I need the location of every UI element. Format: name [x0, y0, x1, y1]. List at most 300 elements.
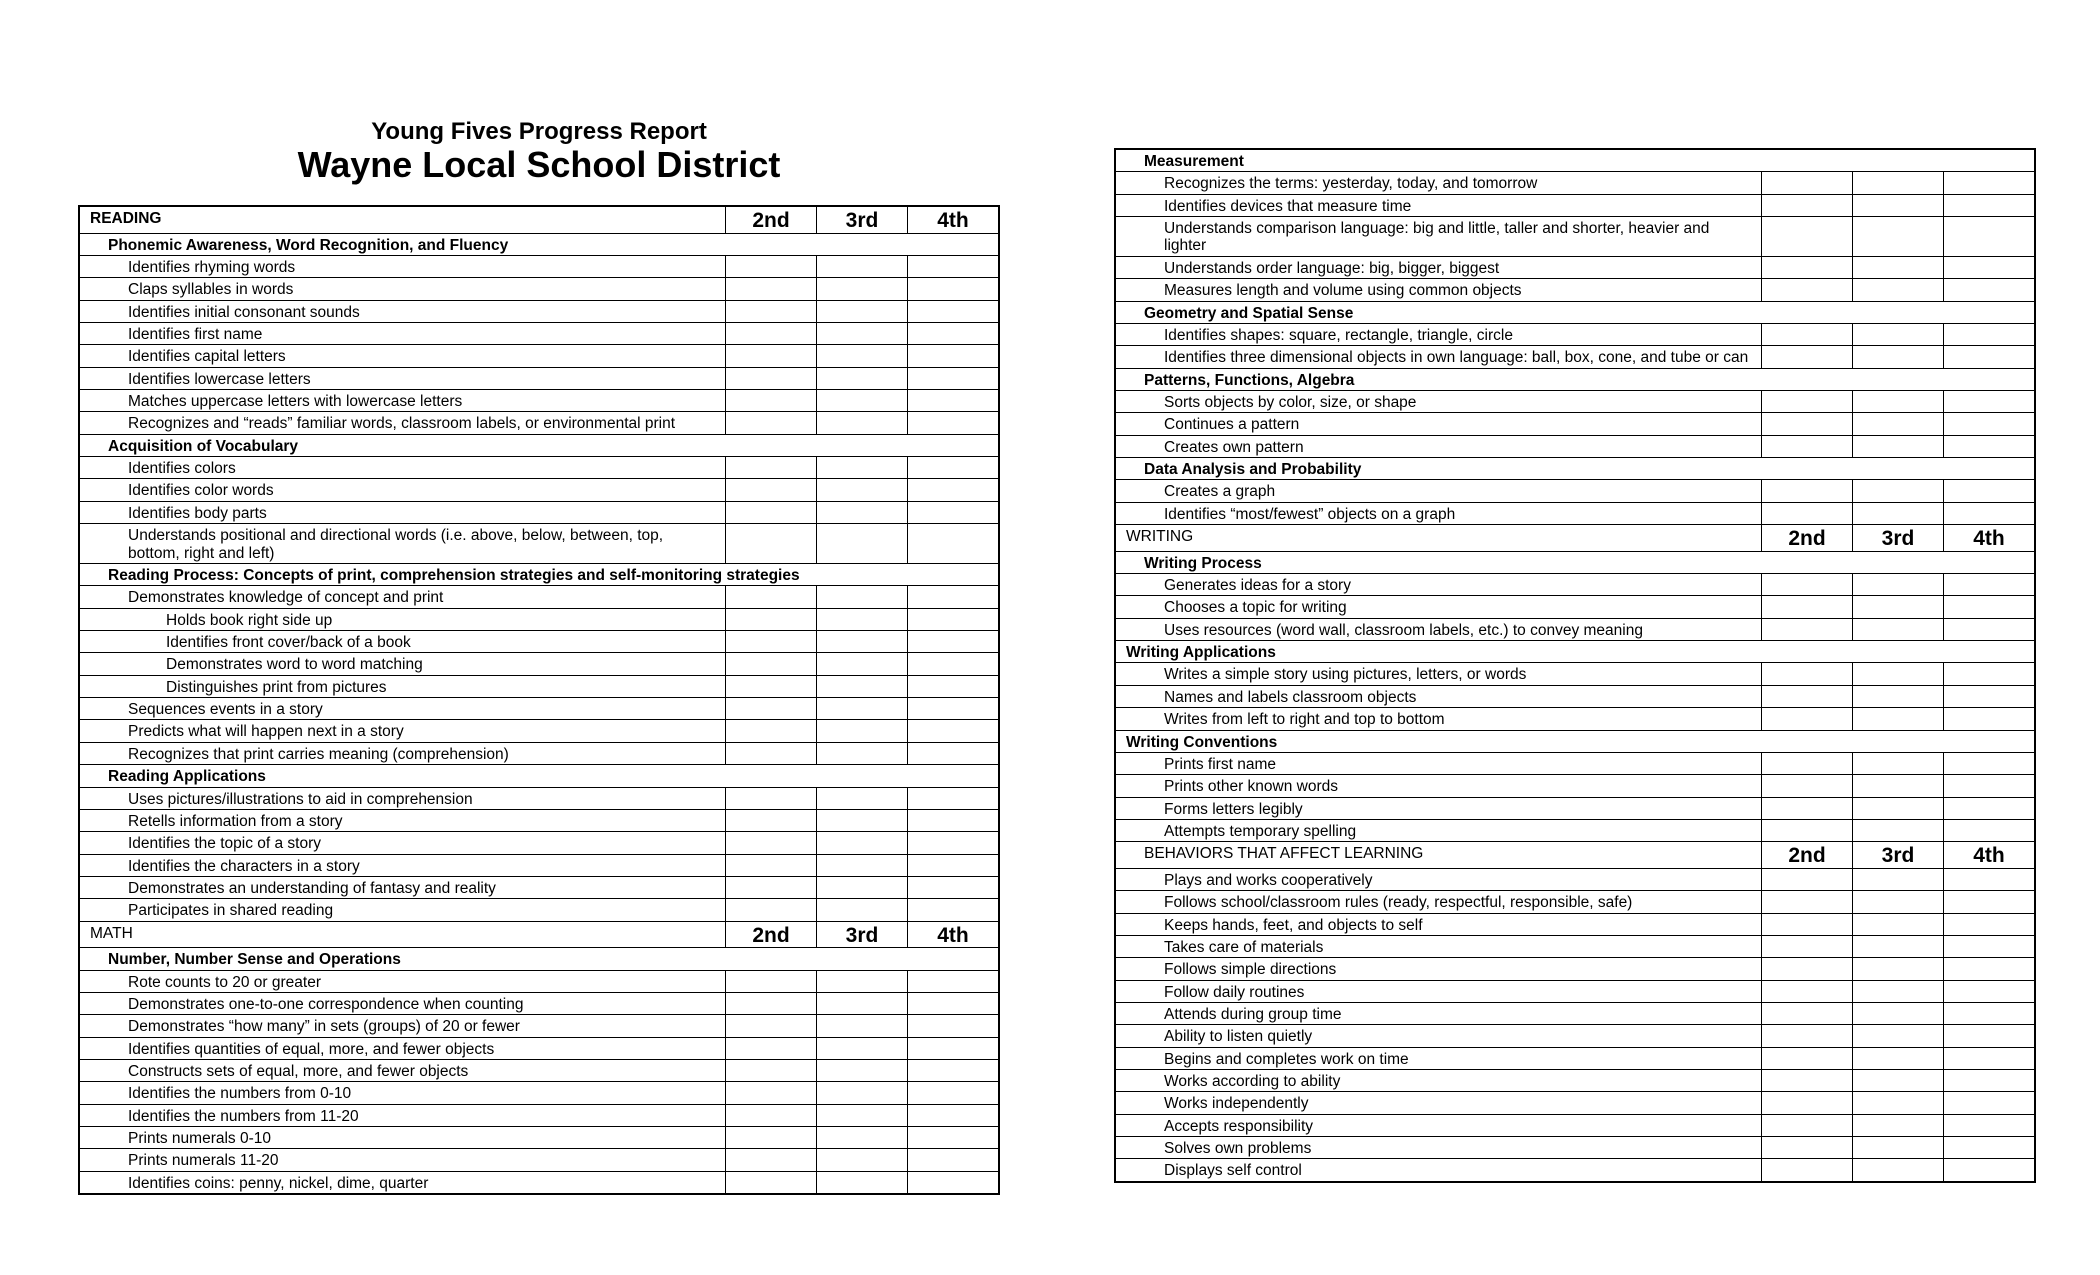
skill-label: Generates ideas for a story — [1164, 576, 1351, 594]
grade-mark-cell-2nd[interactable] — [1761, 257, 1852, 278]
section-header-math — [80, 922, 998, 949]
grade-mark-cell-3rd[interactable] — [816, 653, 907, 674]
grade-mark-cell-2nd[interactable] — [1761, 1092, 1852, 1113]
grade-mark-cell-3rd[interactable] — [1852, 958, 1943, 979]
skill-row — [1116, 958, 2034, 980]
grade-mark-cell-3rd[interactable] — [816, 855, 907, 876]
grade-mark-cell-4th[interactable] — [907, 278, 998, 299]
grade-mark-cell-4th[interactable] — [1943, 958, 2034, 979]
grade-mark-cell-2nd[interactable] — [1761, 820, 1852, 841]
grade-mark-cell-4th[interactable] — [907, 457, 998, 478]
grade-mark-cell-3rd[interactable] — [816, 993, 907, 1014]
grade-mark-cell-4th[interactable] — [907, 788, 998, 809]
grade-mark-cell-4th[interactable] — [907, 676, 998, 697]
grade-mark-cell-3rd[interactable] — [816, 1038, 907, 1059]
grade-mark-cell-2nd[interactable] — [1761, 914, 1852, 935]
grade-mark-cell-3rd[interactable] — [816, 743, 907, 764]
grade-mark-cell-3rd[interactable] — [1852, 324, 1943, 345]
grade-mark-cell-2nd[interactable] — [725, 609, 816, 630]
grade-mark-cell-2nd[interactable] — [725, 278, 816, 299]
grade-mark-cell-3rd[interactable] — [1852, 436, 1943, 457]
grade-mark-cell-4th[interactable] — [1943, 869, 2034, 890]
grade-mark-cell-3rd[interactable] — [816, 810, 907, 831]
grade-column-header: 4th — [1943, 525, 2034, 551]
grade-mark-cell-4th[interactable] — [1943, 195, 2034, 216]
skill-label: Attempts temporary spelling — [1164, 822, 1357, 840]
grade-mark-cell-2nd[interactable] — [725, 1082, 816, 1103]
grade-mark-cell-2nd[interactable] — [725, 301, 816, 322]
grade-mark-cell-4th[interactable] — [1943, 391, 2034, 412]
grade-mark-cell-3rd[interactable] — [1852, 619, 1943, 640]
grade-mark-cell-3rd[interactable] — [1852, 1137, 1943, 1158]
grade-mark-cell-2nd[interactable] — [725, 676, 816, 697]
group-heading: Acquisition of Vocabulary — [108, 437, 299, 455]
grade-mark-cell-3rd[interactable] — [816, 676, 907, 697]
grade-mark-cell-2nd[interactable] — [1761, 436, 1852, 457]
skill-row — [1116, 436, 2034, 458]
skill-row — [80, 502, 998, 524]
grade-mark-cell-3rd[interactable] — [816, 256, 907, 277]
skill-label: Identifies rhyming words — [128, 258, 296, 276]
grade-mark-cell-3rd[interactable] — [816, 1105, 907, 1126]
section-title: WRITING — [1126, 528, 1194, 546]
grade-mark-cell-3rd[interactable] — [1852, 820, 1943, 841]
skill-row — [1116, 217, 2034, 257]
grade-column-header: 4th — [907, 207, 998, 233]
grade-mark-cell-2nd[interactable] — [725, 1172, 816, 1193]
grade-mark-cell-4th[interactable] — [1943, 708, 2034, 729]
grade-mark-cell-2nd[interactable] — [1761, 279, 1852, 300]
grade-mark-cell-4th[interactable] — [1943, 279, 2034, 300]
grade-mark-cell-2nd[interactable] — [1761, 195, 1852, 216]
grade-mark-cell-3rd[interactable] — [1852, 217, 1943, 256]
grade-mark-cell-4th[interactable] — [1943, 217, 2034, 256]
skill-row — [80, 993, 998, 1015]
grade-mark-cell-3rd[interactable] — [1852, 1048, 1943, 1069]
skill-row — [1116, 1025, 2034, 1047]
grade-mark-cell-4th[interactable] — [1943, 1115, 2034, 1136]
skill-label: Identifies color words — [128, 482, 274, 500]
grade-mark-cell-4th[interactable] — [1943, 172, 2034, 193]
grade-mark-cell-4th[interactable] — [907, 832, 998, 853]
grade-mark-cell-4th[interactable] — [907, 390, 998, 411]
grade-mark-cell-3rd[interactable] — [1852, 257, 1943, 278]
grade-mark-cell-3rd[interactable] — [1852, 596, 1943, 617]
right-table-grid — [1114, 148, 2036, 1183]
grade-mark-cell-4th[interactable] — [907, 810, 998, 831]
grade-mark-cell-3rd[interactable] — [1852, 869, 1943, 890]
grade-mark-cell-4th[interactable] — [907, 609, 998, 630]
skill-row — [80, 676, 998, 698]
grade-column-header: 3rd — [1852, 842, 1943, 868]
grade-mark-cell-3rd[interactable] — [816, 1060, 907, 1081]
grade-mark-cell-2nd[interactable] — [1761, 1003, 1852, 1024]
skill-row — [80, 390, 998, 412]
skill-row — [1116, 619, 2034, 641]
grade-mark-cell-2nd[interactable] — [1761, 172, 1852, 193]
grade-mark-cell-2nd[interactable] — [1761, 391, 1852, 412]
grade-mark-cell-3rd[interactable] — [1852, 195, 1943, 216]
grade-mark-cell-2nd[interactable] — [725, 698, 816, 719]
grade-mark-cell-4th[interactable] — [1943, 753, 2034, 774]
grade-mark-cell-3rd[interactable] — [1852, 574, 1943, 595]
grade-mark-cell-3rd[interactable] — [1852, 413, 1943, 434]
grade-mark-cell-2nd[interactable] — [1761, 891, 1852, 912]
skill-label: Understands order language: big, bigger, biggest — [1164, 259, 1500, 277]
grade-mark-cell-3rd[interactable] — [1852, 1092, 1943, 1113]
grade-mark-cell-4th[interactable] — [907, 323, 998, 344]
group-heading: Writing Process — [1144, 554, 1262, 572]
skill-row — [80, 971, 998, 993]
grade-mark-cell-4th[interactable] — [907, 1015, 998, 1036]
grade-mark-cell-2nd[interactable] — [725, 479, 816, 500]
grade-mark-cell-3rd[interactable] — [816, 631, 907, 652]
grade-mark-cell-4th[interactable] — [907, 899, 998, 920]
grade-mark-cell-3rd[interactable] — [816, 345, 907, 366]
grade-mark-cell-4th[interactable] — [907, 631, 998, 652]
grade-mark-cell-2nd[interactable] — [1761, 1159, 1852, 1180]
grade-mark-cell-2nd[interactable] — [1761, 869, 1852, 890]
skill-label: Prints numerals 0-10 — [128, 1130, 272, 1148]
grade-mark-cell-4th[interactable] — [1943, 981, 2034, 1002]
grade-mark-cell-4th[interactable] — [1943, 1025, 2034, 1046]
skill-row — [1116, 981, 2034, 1003]
grade-mark-cell-4th[interactable] — [1943, 1048, 2034, 1069]
group-heading: Writing Conventions — [1126, 733, 1278, 751]
grade-mark-cell-2nd[interactable] — [1761, 981, 1852, 1002]
skill-label: Predicts what will happen next in a story — [128, 723, 404, 741]
grade-mark-cell-4th[interactable] — [907, 524, 998, 563]
skill-label: Sequences events in a story — [128, 701, 323, 719]
grade-mark-cell-2nd[interactable] — [725, 524, 816, 563]
grade-mark-cell-4th[interactable] — [1943, 1092, 2034, 1113]
grade-mark-cell-3rd[interactable] — [1852, 1159, 1943, 1180]
skill-label: Measures length and volume using common objects — [1164, 282, 1522, 300]
grade-mark-cell-4th[interactable] — [1943, 686, 2034, 707]
grade-mark-cell-2nd[interactable] — [725, 412, 816, 433]
grade-mark-cell-2nd[interactable] — [725, 1105, 816, 1126]
skill-label: Writes a simple story using pictures, letters, or words — [1164, 666, 1527, 684]
grade-mark-cell-2nd[interactable] — [1761, 1115, 1852, 1136]
skill-row — [1116, 1048, 2034, 1070]
grade-mark-cell-4th[interactable] — [1943, 480, 2034, 501]
grade-mark-cell-4th[interactable] — [907, 1082, 998, 1103]
grade-mark-cell-3rd[interactable] — [816, 609, 907, 630]
grade-mark-cell-4th[interactable] — [1943, 503, 2034, 524]
grade-mark-cell-3rd[interactable] — [1852, 1115, 1943, 1136]
grade-mark-cell-2nd[interactable] — [725, 323, 816, 344]
grade-mark-cell-2nd[interactable] — [1761, 753, 1852, 774]
grade-column-header: 4th — [1943, 842, 2034, 868]
grade-mark-cell-2nd[interactable] — [1761, 936, 1852, 957]
group-heading-row — [80, 765, 998, 787]
group-heading-row — [1116, 731, 2034, 753]
group-heading-row — [1116, 302, 2034, 324]
grade-mark-cell-4th[interactable] — [907, 743, 998, 764]
grade-mark-cell-2nd[interactable] — [1761, 798, 1852, 819]
grade-mark-cell-4th[interactable] — [1943, 1070, 2034, 1091]
grade-mark-cell-3rd[interactable] — [1852, 1070, 1943, 1091]
skill-label: Identifies the numbers from 0-10 — [128, 1085, 352, 1103]
grade-mark-cell-3rd[interactable] — [816, 390, 907, 411]
grade-mark-cell-4th[interactable] — [1943, 1003, 2034, 1024]
grade-mark-cell-4th[interactable] — [907, 301, 998, 322]
skill-row — [80, 1038, 998, 1060]
grade-mark-cell-3rd[interactable] — [816, 720, 907, 741]
skill-row — [80, 524, 998, 564]
grade-mark-cell-3rd[interactable] — [816, 524, 907, 563]
skill-row — [1116, 391, 2034, 413]
grade-mark-cell-3rd[interactable] — [816, 301, 907, 322]
grade-mark-cell-4th[interactable] — [907, 855, 998, 876]
grade-mark-cell-2nd[interactable] — [725, 653, 816, 674]
skill-label: Demonstrates “how many” in sets (groups) of 20 or fewer — [128, 1018, 520, 1036]
grade-mark-cell-4th[interactable] — [1943, 436, 2034, 457]
skill-label: Identifies the topic of a story — [128, 835, 321, 853]
grade-mark-cell-3rd[interactable] — [1852, 914, 1943, 935]
group-heading: Patterns, Functions, Algebra — [1144, 371, 1355, 389]
grade-mark-cell-3rd[interactable] — [1852, 663, 1943, 684]
grade-mark-cell-3rd[interactable] — [816, 1172, 907, 1193]
grade-mark-cell-2nd[interactable] — [1761, 596, 1852, 617]
grade-mark-cell-2nd[interactable] — [1761, 324, 1852, 345]
skill-row — [1116, 324, 2034, 346]
grade-mark-cell-3rd[interactable] — [1852, 798, 1943, 819]
group-heading: Phonemic Awareness, Word Recognition, and Fluency — [108, 236, 509, 254]
grade-mark-cell-2nd[interactable] — [1761, 503, 1852, 524]
grade-mark-cell-2nd[interactable] — [725, 993, 816, 1014]
grade-mark-cell-2nd[interactable] — [725, 1149, 816, 1170]
skill-label: Works according to ability — [1164, 1073, 1341, 1091]
skill-row — [1116, 869, 2034, 891]
grade-mark-cell-2nd[interactable] — [725, 832, 816, 853]
grade-mark-cell-2nd[interactable] — [725, 1015, 816, 1036]
grade-mark-cell-2nd[interactable] — [725, 743, 816, 764]
grade-mark-cell-4th[interactable] — [907, 1172, 998, 1193]
grade-column-header: 3rd — [816, 207, 907, 233]
grade-mark-cell-2nd[interactable] — [725, 855, 816, 876]
grade-mark-cell-4th[interactable] — [1943, 596, 2034, 617]
skill-row — [1116, 195, 2034, 217]
skill-label: Distinguishes print from pictures — [166, 678, 387, 696]
grade-mark-cell-2nd[interactable] — [1761, 1070, 1852, 1091]
grade-mark-cell-4th[interactable] — [907, 345, 998, 366]
grade-mark-cell-4th[interactable] — [1943, 936, 2034, 957]
grade-mark-cell-4th[interactable] — [1943, 257, 2034, 278]
grade-mark-cell-4th[interactable] — [1943, 663, 2034, 684]
skill-row — [80, 323, 998, 345]
grade-mark-cell-4th[interactable] — [907, 698, 998, 719]
skill-row — [1116, 480, 2034, 502]
grade-mark-cell-2nd[interactable] — [1761, 958, 1852, 979]
grade-mark-cell-4th[interactable] — [1943, 413, 2034, 434]
grade-mark-cell-2nd[interactable] — [1761, 686, 1852, 707]
grade-mark-cell-2nd[interactable] — [725, 586, 816, 607]
grade-mark-cell-2nd[interactable] — [725, 720, 816, 741]
grade-mark-cell-4th[interactable] — [907, 720, 998, 741]
grade-mark-cell-3rd[interactable] — [816, 412, 907, 433]
grade-mark-cell-4th[interactable] — [907, 1105, 998, 1126]
grade-mark-cell-4th[interactable] — [907, 412, 998, 433]
grade-mark-cell-4th[interactable] — [1943, 775, 2034, 796]
skill-label: Writes from left to right and top to bottom — [1164, 711, 1445, 729]
grade-mark-cell-4th[interactable] — [907, 1127, 998, 1148]
skill-row — [80, 586, 998, 608]
grade-mark-cell-2nd[interactable] — [725, 457, 816, 478]
grade-mark-cell-2nd[interactable] — [725, 631, 816, 652]
grade-mark-cell-2nd[interactable] — [725, 788, 816, 809]
grade-mark-cell-4th[interactable] — [907, 586, 998, 607]
grade-column-header: 4th — [907, 922, 998, 948]
grade-mark-cell-3rd[interactable] — [816, 788, 907, 809]
grade-mark-cell-4th[interactable] — [907, 368, 998, 389]
grade-mark-cell-3rd[interactable] — [816, 278, 907, 299]
grade-mark-cell-3rd[interactable] — [816, 899, 907, 920]
grade-mark-cell-3rd[interactable] — [1852, 346, 1943, 367]
grade-mark-cell-3rd[interactable] — [816, 1149, 907, 1170]
grade-mark-cell-4th[interactable] — [907, 993, 998, 1014]
grade-mark-cell-3rd[interactable] — [816, 586, 907, 607]
grade-mark-cell-2nd[interactable] — [725, 502, 816, 523]
skill-label: Prints first name — [1164, 755, 1276, 773]
grade-mark-cell-3rd[interactable] — [1852, 708, 1943, 729]
grade-mark-cell-3rd[interactable] — [1852, 753, 1943, 774]
grade-mark-cell-2nd[interactable] — [725, 390, 816, 411]
grade-mark-cell-3rd[interactable] — [816, 877, 907, 898]
skill-label: Matches uppercase letters with lowercase letters — [128, 393, 463, 411]
grade-mark-cell-4th[interactable] — [1943, 1137, 2034, 1158]
grade-mark-cell-3rd[interactable] — [816, 323, 907, 344]
grade-mark-cell-4th[interactable] — [907, 877, 998, 898]
grade-mark-cell-4th[interactable] — [1943, 619, 2034, 640]
group-heading: Measurement — [1144, 153, 1244, 170]
skill-label: Identifies devices that measure time — [1164, 197, 1412, 215]
grade-column-header: 3rd — [1852, 525, 1943, 551]
grade-mark-cell-2nd[interactable] — [1761, 708, 1852, 729]
grade-mark-cell-2nd[interactable] — [1761, 1025, 1852, 1046]
skill-row — [1116, 574, 2034, 596]
grade-mark-cell-4th[interactable] — [1943, 798, 2034, 819]
grade-mark-cell-2nd[interactable] — [725, 1038, 816, 1059]
grade-mark-cell-3rd[interactable] — [816, 1127, 907, 1148]
grade-mark-cell-4th[interactable] — [1943, 820, 2034, 841]
grade-mark-cell-3rd[interactable] — [816, 502, 907, 523]
skill-label: Understands comparison language: big and little, taller and shorter, heavier and lighter — [1164, 220, 1710, 255]
grade-mark-cell-3rd[interactable] — [816, 1015, 907, 1036]
skill-label: Identifies initial consonant sounds — [128, 303, 360, 321]
grade-mark-cell-2nd[interactable] — [725, 810, 816, 831]
skill-label: Attends during group time — [1164, 1005, 1342, 1023]
left-progress-table — [78, 205, 1000, 1195]
group-heading-row — [80, 435, 998, 457]
grade-mark-cell-4th[interactable] — [907, 1060, 998, 1081]
grade-mark-cell-4th[interactable] — [1943, 324, 2034, 345]
grade-mark-cell-4th[interactable] — [907, 971, 998, 992]
grade-mark-cell-4th[interactable] — [907, 479, 998, 500]
grade-mark-cell-2nd[interactable] — [725, 368, 816, 389]
grade-mark-cell-3rd[interactable] — [1852, 480, 1943, 501]
grade-mark-cell-4th[interactable] — [907, 256, 998, 277]
grade-mark-cell-4th[interactable] — [907, 1038, 998, 1059]
grade-mark-cell-3rd[interactable] — [816, 368, 907, 389]
skill-label: Identifies the numbers from 11-20 — [128, 1107, 359, 1125]
skill-label: Identifies lowercase letters — [128, 370, 311, 388]
skill-label: Demonstrates knowledge of concept and print — [128, 589, 444, 607]
grade-mark-cell-2nd[interactable] — [1761, 619, 1852, 640]
skill-label: Follow daily routines — [1164, 983, 1305, 1001]
grade-mark-cell-2nd[interactable] — [725, 899, 816, 920]
grade-mark-cell-4th[interactable] — [907, 502, 998, 523]
grade-mark-cell-3rd[interactable] — [816, 832, 907, 853]
grade-mark-cell-3rd[interactable] — [1852, 981, 1943, 1002]
grade-mark-cell-2nd[interactable] — [1761, 1137, 1852, 1158]
grade-mark-cell-4th[interactable] — [907, 653, 998, 674]
grade-mark-cell-2nd[interactable] — [1761, 346, 1852, 367]
grade-mark-cell-2nd[interactable] — [1761, 480, 1852, 501]
grade-mark-cell-2nd[interactable] — [1761, 775, 1852, 796]
skill-row — [80, 256, 998, 278]
skill-row — [80, 720, 998, 742]
grade-mark-cell-2nd[interactable] — [1761, 663, 1852, 684]
skill-row — [80, 698, 998, 720]
skill-label: Sorts objects by color, size, or shape — [1164, 393, 1417, 411]
grade-mark-cell-3rd[interactable] — [1852, 1025, 1943, 1046]
skill-label: Identifies first name — [128, 325, 263, 343]
grade-mark-cell-3rd[interactable] — [1852, 936, 1943, 957]
grade-mark-cell-2nd[interactable] — [725, 1127, 816, 1148]
grade-mark-cell-3rd[interactable] — [1852, 775, 1943, 796]
skill-label: Demonstrates word to word matching — [166, 656, 423, 674]
grade-mark-cell-2nd[interactable] — [725, 877, 816, 898]
grade-mark-cell-3rd[interactable] — [816, 971, 907, 992]
skill-row — [80, 877, 998, 899]
grade-mark-cell-2nd[interactable] — [1761, 1048, 1852, 1069]
skill-row — [80, 1105, 998, 1127]
grade-mark-cell-3rd[interactable] — [1852, 1003, 1943, 1024]
grade-mark-cell-2nd[interactable] — [725, 345, 816, 366]
grade-mark-cell-3rd[interactable] — [1852, 503, 1943, 524]
grade-mark-cell-3rd[interactable] — [1852, 391, 1943, 412]
grade-mark-cell-2nd[interactable] — [1761, 413, 1852, 434]
group-heading-row — [80, 948, 998, 970]
grade-mark-cell-2nd[interactable] — [1761, 574, 1852, 595]
skill-row — [80, 457, 998, 479]
grade-mark-cell-4th[interactable] — [1943, 1159, 2034, 1180]
grade-mark-cell-3rd[interactable] — [816, 457, 907, 478]
grade-mark-cell-2nd[interactable] — [725, 256, 816, 277]
group-heading-row — [1116, 369, 2034, 391]
grade-mark-cell-4th[interactable] — [1943, 574, 2034, 595]
section-title: MATH — [90, 924, 133, 942]
grade-mark-cell-2nd[interactable] — [1761, 217, 1852, 256]
grade-mark-cell-3rd[interactable] — [816, 698, 907, 719]
grade-mark-cell-3rd[interactable] — [1852, 891, 1943, 912]
grade-mark-cell-3rd[interactable] — [1852, 686, 1943, 707]
grade-mark-cell-3rd[interactable] — [1852, 279, 1943, 300]
grade-mark-cell-2nd[interactable] — [725, 1060, 816, 1081]
grade-mark-cell-4th[interactable] — [1943, 891, 2034, 912]
grade-mark-cell-4th[interactable] — [1943, 346, 2034, 367]
grade-mark-cell-4th[interactable] — [907, 1149, 998, 1170]
skill-row — [80, 1172, 998, 1193]
grade-mark-cell-3rd[interactable] — [816, 1082, 907, 1103]
grade-mark-cell-4th[interactable] — [1943, 914, 2034, 935]
grade-mark-cell-2nd[interactable] — [725, 971, 816, 992]
skill-label: Names and labels classroom objects — [1164, 688, 1417, 706]
grade-mark-cell-3rd[interactable] — [1852, 172, 1943, 193]
grade-mark-cell-3rd[interactable] — [816, 479, 907, 500]
skill-row — [1116, 1137, 2034, 1159]
